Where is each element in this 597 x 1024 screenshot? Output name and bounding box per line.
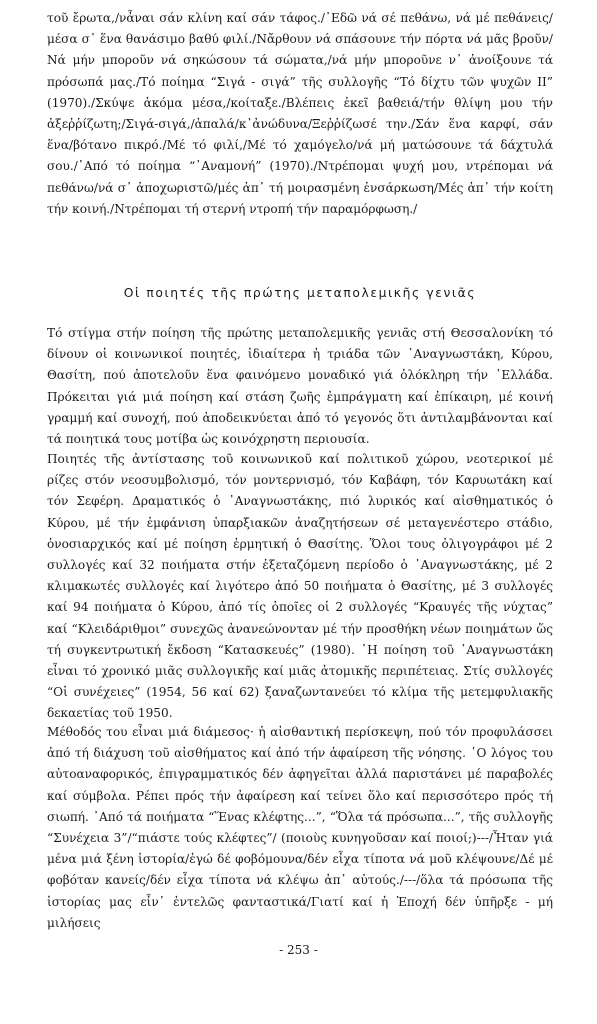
- paragraph-3: Μέθοδός του εἶναι μιά διάμεσος· ἡ αἰσθαντική περίσκεψη, πού τόν προφυλάσσει ἀπό τή διάχυση τοῦ αἰσθήματος καί ἀπό τήν ἀφαίρεση τῆς νόησης. ῾Ο λόγος του αὐτοαναφορικός, ἐπιγραμματικός δέν ἀφηγεῖται ἀλλά παριστάνει μέ παραβολές καί σύμβολα. Ρέπει πρός τήν ἀφαίρεση καί τείνει ὅλο καί περισσότερο πρός τή σιωπή. ᾿Από τά ποιήματα “Ἕνας κλέφτης...”, “Ὅλα τά πρόσωπα...”, τῆς συλλογῆς “Συνέχεια 3”/“πιάστε τούς κλέφτες”/ (ποιοὺς κυνηγοῦσαν καί ποιοί;)---/Ἦταν γιά μένα μιά ξένη ἱστορία/ἐγώ δέ φοβόμουνα/δέν εἶχα τίποτα νά μοῦ κλέψουνε/Δέ μέ φοβόταν κανείς/δέν εἶχα τίποτα νά κλέψω ἀπ᾿ αὐτούς./---/ὅλα τά πρόσωπα τῆς ἱστορίας μας εἶν᾿ ἐντελῶς φανταστικά/Γιατί καί ἡ Ἐποχή δέν ὑπῆρξε - μή μιλήσεις: [47, 725, 553, 930]
- paragraph-1: Τό στίγμα στήν ποίηση τῆς πρώτης μεταπολεμικῆς γενιᾶς στή Θεσσαλονίκη τό δίνουν οἱ κοινωνικοί ποιητές, ἰδιαίτερα ἡ τριάδα τῶν ᾿Αναγνωστάκη, Κύρου, Θασίτη, πού ἀποτελοῦν ἕνα φαινόμενο μοναδικό γιά ὁλόκληρη τήν ῾Ελλάδα. Πρόκειται γιά μιά ποίηση καί στάση ζωῆς ἐμπράγματη καί ἐπίκαιρη, μέ κοινή γραμμή καί συνοχή, πού ἀποδεικνύεται ἀπό τό γεγονός ὅτι ἀντιλαμβάνονται καί τά ποιητικά τους μοτίβα ὡς κοινόχρηστη περιουσία.: [47, 326, 553, 447]
- paragraph-2: Ποιητές τῆς ἀντίστασης τοῦ κοινωνικοῦ καί πολιτικοῦ χώρου, νεοτερικοί μέ ρίζες στόν νεοσυμβολισμό, τόν μοντερνισμό, τόν Καβάφη, τόν Καρυωτάκη καί τόν Σεφέρη. Δραματικός ὁ ᾿Αναγνωστάκης, πιό λυρικός καί αἰσθηματικός ὁ Κύρου, μέ τήν ἐμφάνιση ὑπαρξιακῶν ἀναζητήσεων σέ μεταγενέστερο στάδιο, ὁνοσιαρχικός καί μέ ποίηση ἐρμητική ὁ Θασίτης. Ὅλοι τους ὀλιγογράφοι μέ 2 συλλογές καί 32 ποιήματα στήν ἐξεταζόμενη περίοδο ὁ ᾿Αναγνωστάκης, μέ 2 κλιμακωτές συλλογές καί λιγότερο ἀπό 50 ποιήματα ὁ Θασίτης, μέ 3 συλλογές καί 94 ποιήματα ὁ Κύρου, ἀπό τίς ὁποῖες οἱ 2 συλλογές “Κραυγές τῆς νύχτας” καί “Κλειδάριθμοι” συνεχῶς ἀνανεώνονταν μέ τήν προσθήκη νέων ποιημάτων ὥς τή συγκεντρωτική ἔκδοση “Κατασκευές” (1980). ῾Η ποίηση τοῦ ᾿Αναγνωστάκη εἶναι τό χρονικό μιᾶς συλλογικῆς καί μιᾶς ἀτομικῆς περιπέτειας. Στίς συλλογές “Οἱ συνέχειες” (1954, 56 καί 62) ξαναζωντανεύει τό κλίμα τῆς μετεμφυλιακῆς δεκαετίας τοῦ 1950.: [47, 452, 553, 721]
- page-number: - 253 -: [279, 943, 318, 957]
- paragraph-poem-excerpts: τοῦ ἔρωτα,/νἆναι σάν κλίνη καί σάν τάφος./᾿Εδῶ νά σέ πεθάνω, νά μέ πεθάνεις/μέσα σ᾿ ἕνα θανάσιμο βαθύ φιλί./Νἄρθουν νά σπάσουνε τήν πόρτα νά μᾶς βροῦν/Νά μήν μποροῦν νά σηκώσουν τά σώματα,/νά μήν μποροῦνε ν᾿ ἀνοίξουνε τά πρόσωπά μας./Τό ποίημα “Σιγά - σιγά” τῆς συλλογῆς “Τό δίχτυ τῶν ψυχῶν ΙΙ” (1970)./Σκύψε ἀκόμα μέσα,/κοίταξε./Βλέπεις ἐκεῖ βαθειά/τήν θλίψη μου τήν ἀξεῤῥίζωτη;/Σιγά-σιγά,/ἁπαλά/κ᾿ἀνώδυνα/Ξεῤῥίζωσέ την./Σάν ἕνα καρφί, σάν ἕνα/βότανο πικρό./Μέ τό φιλί,/Μέ τό χαμόγελο/νά μή ματώσουνε τά δάχτυλά σου./᾿Από τό ποίημα “᾿Αναμονή” (1970)./Ντρέπομαι ψυχή μου, ντρέπομαι νά πεθάνω/νά σ᾿ ἀποχωριστῶ/μές ἀπ᾿ τή μοιρασμένη ἐνσάρκωση/Μές ἀπ᾿ τήν κοίτη τήν κοινή./Ντρέπομαι τή στερνή ντροπή τήν παραμόρφωση./: [47, 11, 553, 216]
- section-heading: Οἱ ποιητές τῆς πρώτης μεταπολεμικῆς γενιᾶς: [123, 286, 477, 300]
